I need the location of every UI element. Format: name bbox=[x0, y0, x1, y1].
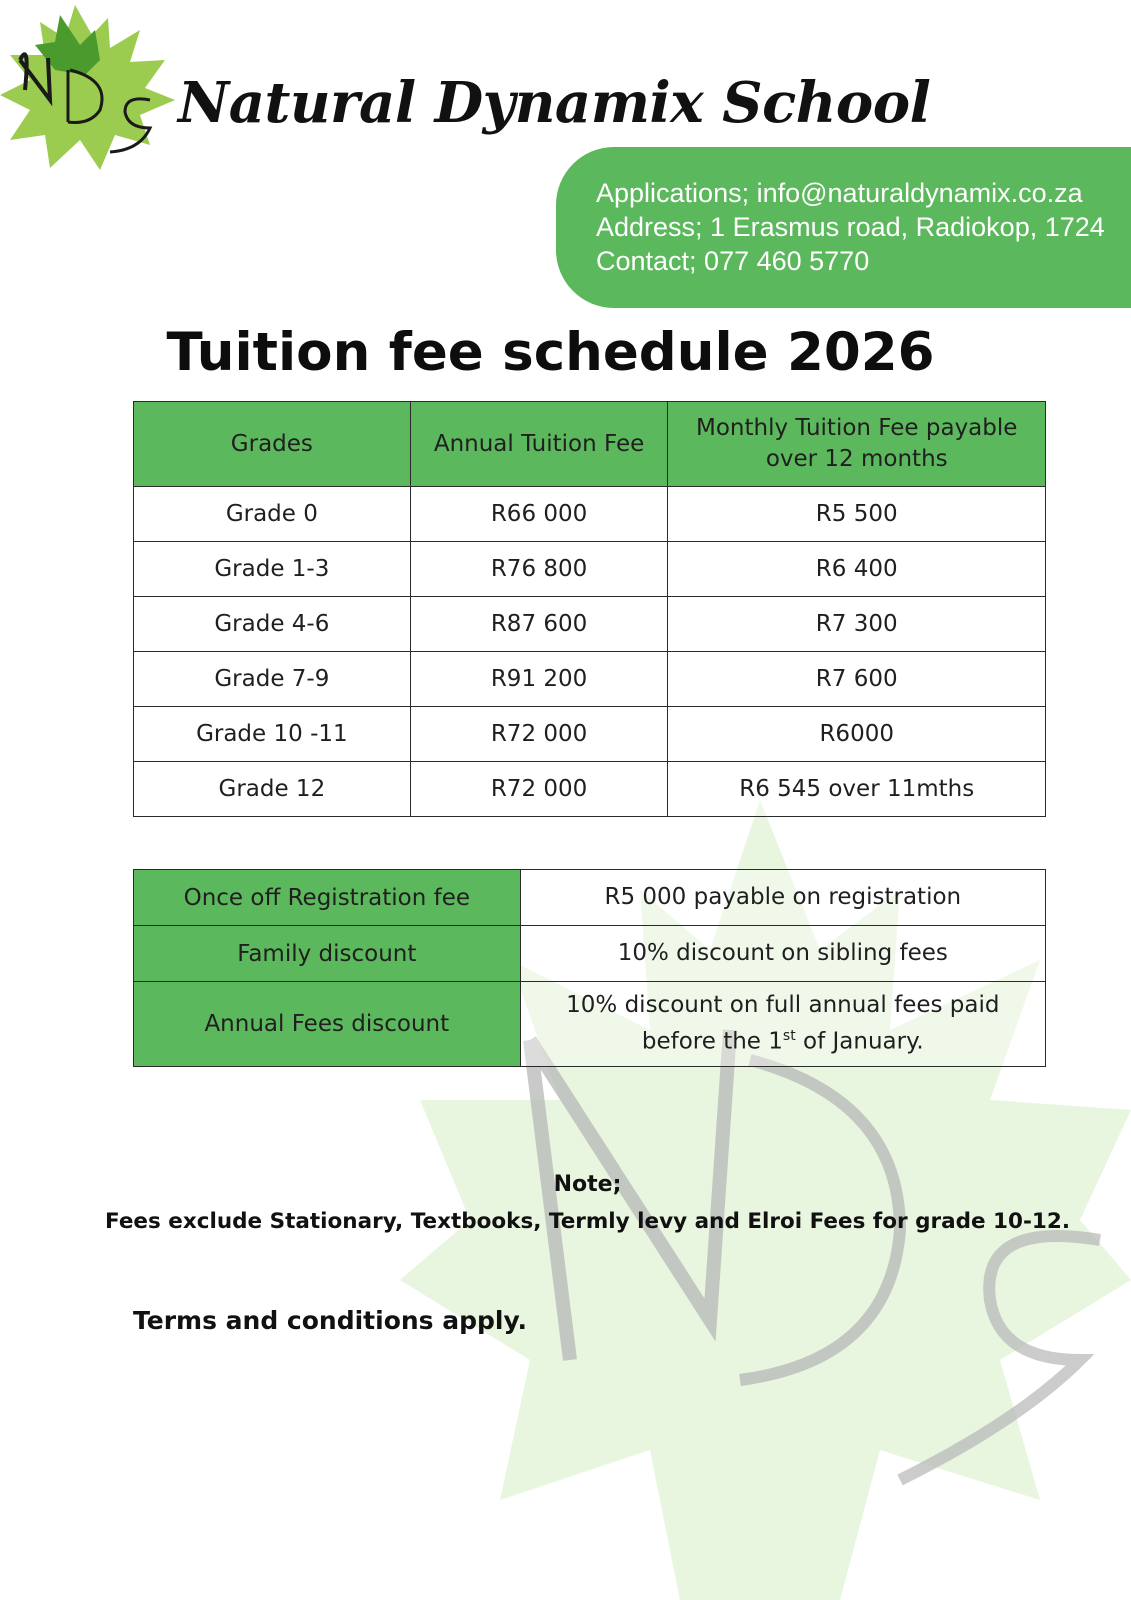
family-discount-value: 10% discount on sibling fees bbox=[520, 926, 1045, 982]
monthly-fee-cell: R6 545 over 11mths bbox=[668, 762, 1046, 817]
header-grades: Grades bbox=[134, 402, 411, 487]
monthly-fee-cell: R6000 bbox=[668, 707, 1046, 762]
annual-fee-cell: R76 800 bbox=[410, 542, 668, 597]
contact-applications-email: Applications; info@naturaldynamix.co.za bbox=[596, 178, 1083, 208]
grade-cell: Grade 7-9 bbox=[134, 652, 411, 707]
table-row bbox=[134, 870, 1046, 926]
contact-info-box bbox=[556, 147, 1131, 308]
annual-fees-discount-value bbox=[520, 982, 1045, 1067]
additional-fees-table bbox=[133, 869, 1046, 1067]
annual-fee-cell: R66 000 bbox=[410, 487, 668, 542]
annual-fees-discount-label: Annual Fees discount bbox=[134, 982, 521, 1067]
annual-fee-cell: R72 000 bbox=[410, 762, 668, 817]
table-row bbox=[134, 707, 1046, 762]
grade-cell: Grade 4-6 bbox=[134, 597, 411, 652]
grade-cell: Grade 0 bbox=[134, 487, 411, 542]
grade-cell: Grade 12 bbox=[134, 762, 411, 817]
contact-phone: Contact; 077 460 5770 bbox=[596, 246, 870, 276]
table-row bbox=[134, 982, 1046, 1067]
table-row bbox=[134, 597, 1046, 652]
annual-fee-cell: R87 600 bbox=[410, 597, 668, 652]
school-logo-leaf bbox=[0, 0, 180, 180]
annual-discount-line2-post: of January. bbox=[795, 1028, 924, 1055]
header-monthly-fee: Monthly Tuition Fee payable over 12 months bbox=[668, 402, 1046, 487]
tuition-fee-table bbox=[133, 401, 1046, 817]
monthly-fee-cell: R6 400 bbox=[668, 542, 1046, 597]
note-heading: Note; bbox=[553, 1172, 622, 1197]
table-row bbox=[134, 762, 1046, 817]
monthly-fee-cell: R7 600 bbox=[668, 652, 1046, 707]
terms-and-conditions: Terms and conditions apply. bbox=[133, 1306, 527, 1335]
registration-fee-value: R5 000 payable on registration bbox=[520, 870, 1045, 926]
monthly-fee-cell: R7 300 bbox=[668, 597, 1046, 652]
registration-fee-label: Once off Registration fee bbox=[134, 870, 521, 926]
school-name: Natural Dynamix School bbox=[178, 70, 931, 136]
table-header-row bbox=[134, 402, 1046, 487]
table-row bbox=[134, 542, 1046, 597]
family-discount-label: Family discount bbox=[134, 926, 521, 982]
annual-fee-cell: R72 000 bbox=[410, 707, 668, 762]
table-row bbox=[134, 652, 1046, 707]
table-row bbox=[134, 487, 1046, 542]
annual-discount-line2-pre: before the 1 bbox=[641, 1028, 783, 1055]
header-annual-fee: Annual Tuition Fee bbox=[410, 402, 668, 487]
table-row bbox=[134, 926, 1046, 982]
contact-address: Address; 1 Erasmus road, Radiokop, 1724 bbox=[596, 212, 1105, 242]
grade-cell: Grade 10 -11 bbox=[134, 707, 411, 762]
annual-discount-line1: 10% discount on full annual fees paid bbox=[566, 992, 1000, 1019]
grade-cell: Grade 1-3 bbox=[134, 542, 411, 597]
page-title-text: Tuition fee schedule 2026 bbox=[166, 322, 935, 383]
page-title bbox=[0, 322, 1131, 383]
note-text: Fees exclude Stationary, Textbooks, Termly levy and Elroi Fees for grade 10-12. bbox=[105, 1209, 1070, 1234]
annual-fee-cell: R91 200 bbox=[410, 652, 668, 707]
annual-discount-ordinal-suffix: st bbox=[782, 1028, 796, 1045]
monthly-fee-cell: R5 500 bbox=[668, 487, 1046, 542]
